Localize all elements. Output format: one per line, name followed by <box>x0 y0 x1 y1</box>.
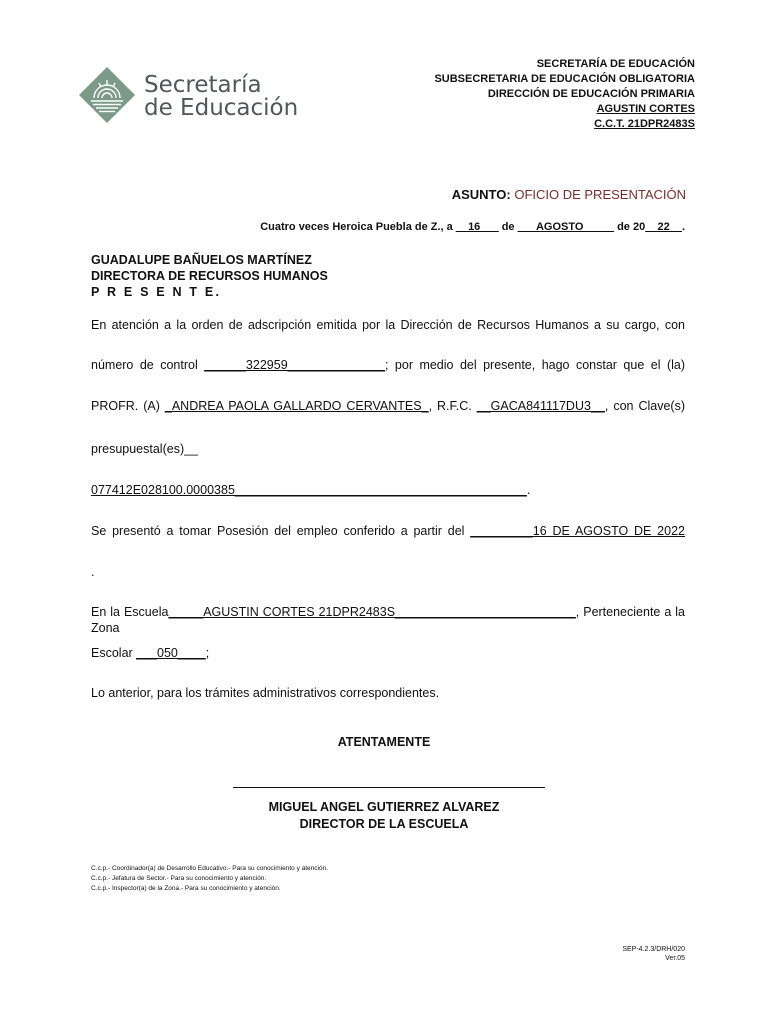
date-day: __16___ <box>455 221 499 233</box>
cc-item: C.c.p.- Inspector(a) de la Zona.- Para su conocimiento y atención. <box>91 885 281 892</box>
escolar-end: ; <box>205 646 210 660</box>
body-line-5 <box>91 482 685 498</box>
body-line-1: En atención a la orden de adscripción emitida por la Dirección de Recursos Humanos a su cargo, con <box>91 318 685 332</box>
date-month: ___AGOSTO_____ <box>517 221 615 233</box>
date-year: __22__ <box>645 221 682 233</box>
escolar-label: Escolar <box>91 646 137 660</box>
logo-line-2: de Educación <box>144 95 299 121</box>
escuela-value: _____AGUSTIN CORTES 21DPR2483S__________________________ <box>168 605 576 619</box>
body-line-6 <box>91 523 685 539</box>
body-line-8 <box>91 604 685 636</box>
escuela-label: En la Escuela <box>91 605 169 619</box>
body-line-9 <box>91 645 685 661</box>
body-line-4: presupuestal(es)__ <box>91 442 199 456</box>
atentamente: ATENTAMENTE <box>337 735 431 749</box>
header-cct: C.C.T. 21DPR2483S <box>594 118 695 130</box>
recipient-name: GUADALUPE BAÑUELOS MARTÍNEZ <box>91 253 312 267</box>
date-de-2: de 20 <box>614 221 646 233</box>
clave-end: . <box>526 483 531 497</box>
clave-label: , con Clave(s) <box>604 399 685 413</box>
control-number: ______322959______________ <box>204 358 385 372</box>
posesion-text: Se presentó a tomar Posesión del empleo conferido a partir del <box>91 524 471 538</box>
body-line-10: Lo anterior, para los trámites administrativos correspondientes. <box>91 686 440 700</box>
cc-list <box>91 864 328 894</box>
cc-item: C.c.p.- Coordinador(a) de Desarrollo Educativo.- Para su conocimiento y atención. <box>91 865 329 872</box>
posesion-date: _________16 DE AGOSTO DE 2022 <box>470 524 685 538</box>
recipient-block <box>91 252 328 300</box>
rfc-value: __GACA841117DU3__ <box>476 399 605 413</box>
logo-wordmark <box>144 74 298 120</box>
teacher-name: _ANDREA PAOLA GALLARDO CERVANTES_ <box>164 399 429 413</box>
signer-title: DIRECTOR DE LA ESCUELA <box>299 817 469 831</box>
seal-icon <box>78 66 136 124</box>
date-de-1: de <box>498 221 518 233</box>
form-version: Ver.05 <box>665 955 685 962</box>
profr-label: PROFR. (A) <box>91 399 165 413</box>
header-secretaria: SECRETARÍA DE EDUCACIÓN <box>536 58 695 70</box>
asunto-label: ASUNTO: <box>451 187 511 202</box>
cc-item: C.c.p.- Jefatura de Sector.- Para su conocimiento y atención. <box>91 875 267 882</box>
body-line-2 <box>91 357 685 373</box>
recipient-title: DIRECTORA DE RECURSOS HUMANOS <box>91 269 328 283</box>
body-line-3 <box>91 398 685 414</box>
presente: P R E S E N T E. <box>91 285 222 299</box>
date-prefix: Cuatro veces Heroica Puebla de Z., a <box>260 221 456 233</box>
form-code: SEP-4.2.3/DRH/020 <box>622 946 685 953</box>
control-label: número de control <box>91 358 205 372</box>
secretaria-logo <box>78 64 308 126</box>
header-subsecretaria: SUBSECRETARIA DE EDUCACIÓN OBLIGATORIA <box>434 73 695 85</box>
header-school: AGUSTIN CORTES <box>596 103 695 115</box>
asunto-value: OFICIO DE PRESENTACIÓN <box>514 187 686 202</box>
header-direccion: DIRECCIÓN DE EDUCACIÓN PRIMARIA <box>487 88 695 100</box>
zona-label: , Perteneciente a la Zona <box>91 605 685 635</box>
letterhead <box>434 57 695 132</box>
clave-presupuestal: 077412E028100.0000385__________________________________________ <box>91 483 527 497</box>
date-line <box>260 221 685 233</box>
form-reference <box>622 945 685 963</box>
rfc-label: , R.F.C. <box>428 399 477 413</box>
logo-line-1: Secretaría <box>144 72 262 98</box>
signer-name: MIGUEL ANGEL GUTIERREZ ALVAREZ <box>268 800 500 814</box>
body-line-7: . <box>91 565 95 579</box>
zona-value: ___050____ <box>136 646 206 660</box>
control-trailer: ; por medio del presente, hago constar que el (la) <box>384 358 685 372</box>
signature-line <box>233 787 545 788</box>
date-end: . <box>681 221 685 233</box>
asunto-line <box>452 187 686 202</box>
